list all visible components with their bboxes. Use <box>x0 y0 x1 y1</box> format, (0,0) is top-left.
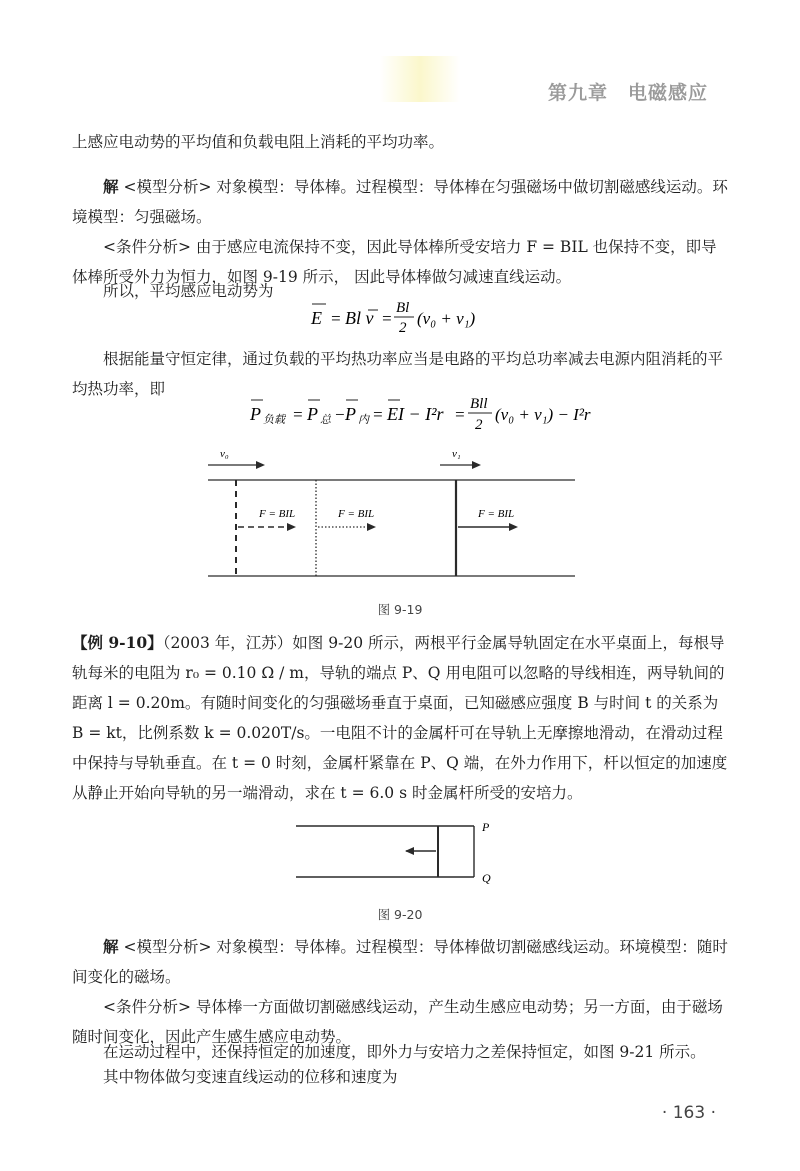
eq1-eq1: = <box>330 309 342 328</box>
force-label-3: F = BIL <box>478 508 515 520</box>
figure-9-19-caption: 图 9-19 <box>377 602 423 617</box>
equation-2-graphic <box>0 392 800 436</box>
eq2-ei: EI − I²r <box>387 404 444 424</box>
equation-1 <box>0 298 800 343</box>
paragraph-7-text: <模型分析> 对象模型：导体棒。过程模型：导体棒做切割磁感线运动。环境模型：随时间变化的磁场。 <box>72 938 728 986</box>
eq2-num: Bll <box>470 396 488 412</box>
paragraph-6-text: （2003 年，江苏）如图 9-20 所示，两根平行金属导轨固定在水平桌面上，每根导轨每米的电阻为 r₀ = 0.10 Ω / m，导轨的端点 P、Q 用电阻可以忽略的导线相连，两导轨间的距离 l = 0.20m。有随时间变化的匀强磁场垂直于桌面，已知磁感应强度 B 与时间 t 的关系为 B = kt，比例系数 k = 0.020T/s。一电阻不计的金属杆可在导轨上无摩擦地滑动，在滑动过程中保持与导轨垂直。在 t = 0 时刻，金属杆紧靠在 P、Q 端，在外力作用下，杆以恒定的加速度从静止开始向导轨的另一端滑动，求在 t = 6.0 s 时金属杆所受的安培力。 <box>72 634 728 802</box>
paragraph-1: 上感应电动势的平均值和负载电阻上消耗的平均功率。 <box>72 133 445 151</box>
eq2-den: 2 <box>475 417 483 433</box>
force-arrowhead-1 <box>287 523 296 531</box>
paragraph-2 <box>72 172 732 232</box>
force-arrowhead-3 <box>509 523 518 531</box>
equation-2 <box>0 392 800 441</box>
equation-1-graphic <box>0 298 800 338</box>
paragraph-4: 所以，平均感应电动势为 <box>103 282 274 300</box>
v1-arrowhead <box>472 461 481 469</box>
eq1-num: Bl <box>396 300 410 316</box>
v0-arrowhead <box>256 461 265 469</box>
paragraph-6 <box>72 628 732 808</box>
example-lead: 【例 9-10】 <box>72 633 163 652</box>
paragraph-2-text: <模型分析> 对象模型：导体棒。过程模型：导体棒在匀强磁场中做切割磁感线运动。环境模型：匀强磁场。 <box>72 178 728 226</box>
force-label-2: F = BIL <box>338 508 375 520</box>
force-arrowhead-2 <box>367 523 376 531</box>
v1-label: v₁ <box>452 448 461 460</box>
paragraph-9: 在运动过程中，还保持恒定的加速度，即外力与安培力之差保持恒定，如图 9-21 所示。 <box>103 1043 706 1061</box>
paragraph-5: 根据能量守恒定律，通过负载的平均热功率应当是电路的平均总功率减去电源内阻消耗的平均热功率，即 <box>72 350 724 398</box>
v0-label: v₀ <box>220 448 229 460</box>
paragraph-3: <条件分析> 由于感应电流保持不变，因此导体棒所受安培力 F = BIL 也保持不变，即导体棒所受外力为恒力，如图 9-19 所示， 因此导体棒做匀减速直线运动。 <box>72 238 717 286</box>
eq1-sum: (v₀ + v₁) <box>417 309 476 328</box>
eq2-minus1: − <box>334 405 346 424</box>
eq2-p-load: P <box>250 404 261 424</box>
eq1-den: 2 <box>399 320 407 336</box>
chapter-header: 第九章 电磁感应 <box>547 82 708 104</box>
page-number: · 163 · <box>661 1103 716 1123</box>
rod-arrowhead <box>405 847 414 855</box>
eq1-blv: Bl v <box>345 308 374 328</box>
p-label: P <box>482 820 490 834</box>
eq1-eq2: = <box>381 309 393 328</box>
eq2-eq1: = <box>292 405 304 424</box>
paragraph-7 <box>72 932 732 992</box>
eq2-tail: (v₀ + v₁) − I²r <box>495 405 591 424</box>
figure-9-20 <box>0 815 800 895</box>
figure-9-20-caption: 图 9-20 <box>377 907 423 922</box>
eq1-e: E <box>311 308 322 328</box>
solution-lead-2: 解 <box>103 937 119 956</box>
eq2-eq3: = <box>454 405 466 424</box>
force-label-1: F = BIL <box>259 508 296 520</box>
figure-9-19 <box>0 440 800 590</box>
eq2-sub-total: 总 <box>320 414 331 426</box>
q-label: Q <box>482 871 491 885</box>
eq2-p-in: P <box>345 404 356 424</box>
paragraph-10: 其中物体做匀变速直线运动的位移和速度为 <box>103 1068 398 1086</box>
eq2-eq2: = <box>372 405 384 424</box>
eq2-sub-in: 内 <box>358 414 369 426</box>
eq2-sub-load: 负载 <box>263 414 285 426</box>
header-decoration <box>380 56 460 102</box>
solution-lead: 解 <box>103 177 119 196</box>
paragraph-8: <条件分析> 导体棒一方面做切割磁感线运动，产生动生感应电动势；另一方面，由于磁场随时间变化，因此产生感生感应电动势。 <box>72 998 723 1046</box>
eq2-p-total: P <box>307 404 318 424</box>
